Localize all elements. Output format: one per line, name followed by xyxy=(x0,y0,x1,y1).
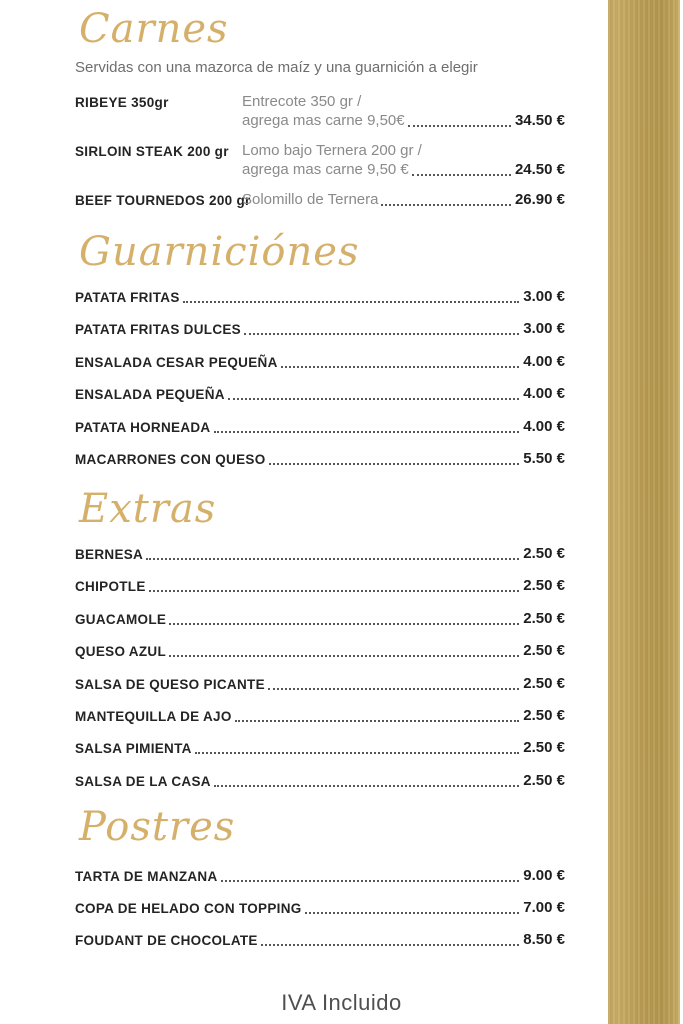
menu-item-row xyxy=(75,576,565,595)
menu-section xyxy=(75,804,565,950)
item-desc-line2: Solomillo de Ternera xyxy=(242,191,379,208)
item-price: 3.00 € xyxy=(523,288,565,305)
item-desc-line1: Entrecote 350 gr / xyxy=(242,93,362,110)
item-name: GUACAMOLE xyxy=(75,611,167,627)
item-desc-price-line xyxy=(242,190,565,209)
item-name: SALSA DE QUESO PICANTE xyxy=(75,676,265,692)
item-name: COPA DE HELADO CON TOPPING xyxy=(75,901,302,917)
item-description xyxy=(242,92,565,130)
item-name: SIRLOIN STEAK 200 gr xyxy=(75,144,229,159)
item-desc-line2: agrega mas carne 9,50€ xyxy=(242,112,405,129)
item-name: PATATA HORNEADA xyxy=(75,419,211,435)
item-desc-price-line xyxy=(242,160,565,179)
dotted-leader xyxy=(214,431,520,433)
menu-item-row xyxy=(75,609,565,628)
section-title: Carnes xyxy=(79,6,229,52)
dotted-leader xyxy=(228,398,519,400)
section-items xyxy=(75,866,565,950)
item-description xyxy=(242,190,565,209)
dotted-leader xyxy=(305,912,520,914)
dotted-leader xyxy=(269,463,520,465)
item-price: 2.50 € xyxy=(523,642,565,660)
item-price: 4.00 € xyxy=(523,385,565,403)
dotted-leader xyxy=(381,204,510,206)
menu-item-row xyxy=(75,384,565,403)
item-desc-line2: agrega mas carne 9,50 € xyxy=(242,161,409,178)
menu-item-row xyxy=(75,319,565,338)
section-items xyxy=(75,544,565,790)
menu-item-row xyxy=(75,352,565,371)
item-name: ENSALADA CESAR PEQUEÑA xyxy=(75,354,278,370)
item-desc-line1: Lomo bajo Ternera 200 gr / xyxy=(242,142,422,159)
section-subtitle: Servidas con una mazorca de maíz y una guarnición a elegir xyxy=(75,59,478,76)
dotted-leader xyxy=(195,752,520,754)
item-name: FOUDANT DE CHOCOLATE xyxy=(75,933,258,949)
item-price: 2.50 € xyxy=(523,739,565,757)
menu-item-row xyxy=(75,287,565,306)
section-title: Postres xyxy=(79,803,236,850)
menu-section xyxy=(75,6,565,209)
section-items xyxy=(75,92,565,209)
dotted-leader xyxy=(214,785,519,787)
item-price: 3.00 € xyxy=(523,320,565,338)
menu-item-row xyxy=(75,674,565,693)
dotted-leader xyxy=(169,623,519,625)
section-items xyxy=(75,287,565,468)
dotted-leader xyxy=(149,590,520,592)
item-description xyxy=(242,141,565,179)
dotted-leader xyxy=(235,720,520,722)
item-name: RIBEYE 350gr xyxy=(75,95,169,110)
section-title: Guarniciónes xyxy=(79,229,360,275)
menu-item-row xyxy=(75,706,565,725)
item-desc-price-line xyxy=(242,111,565,130)
item-name: BERNESA xyxy=(75,546,144,562)
dotted-leader xyxy=(408,125,511,127)
item-price: 2.50 € xyxy=(523,577,565,595)
item-price: 2.50 € xyxy=(523,674,565,692)
dotted-leader xyxy=(183,301,520,303)
item-price: 24.50 € xyxy=(514,161,565,178)
dotted-leader xyxy=(281,366,520,368)
item-price: 2.50 € xyxy=(523,771,565,789)
menu-section xyxy=(75,486,565,790)
item-price: 4.00 € xyxy=(523,352,565,370)
menu-section xyxy=(75,229,565,468)
dotted-leader xyxy=(221,880,520,882)
menu-item-row xyxy=(75,930,565,949)
dotted-leader xyxy=(261,944,520,946)
menu-item-row xyxy=(75,141,565,179)
dotted-leader xyxy=(244,333,519,335)
menu-item-row xyxy=(75,449,565,468)
item-name: QUESO AZUL xyxy=(75,644,167,660)
item-name: PATATA FRITAS xyxy=(75,290,180,305)
item-price: 4.00 € xyxy=(523,417,565,435)
menu-content xyxy=(75,6,565,949)
menu-item-row xyxy=(75,738,565,757)
menu-item-row xyxy=(75,190,565,209)
item-name: MANTEQUILLA DE AJO xyxy=(75,708,232,724)
dotted-leader xyxy=(412,174,511,176)
section-title: Extras xyxy=(79,485,217,532)
menu-item-row xyxy=(75,898,565,917)
footer-note: IVA Incluido xyxy=(281,990,402,1015)
item-price: 5.50 € xyxy=(523,449,565,467)
item-name: MACARRONES CON QUESO xyxy=(75,451,266,467)
item-price: 26.90 € xyxy=(514,191,565,208)
dotted-leader xyxy=(169,655,519,657)
item-price: 8.50 € xyxy=(523,931,565,949)
dotted-leader xyxy=(268,688,519,690)
dotted-leader xyxy=(146,558,519,560)
item-name: BEEF TOURNEDOS 200 gr xyxy=(75,193,251,208)
menu-item-row xyxy=(75,92,565,130)
item-name: PATATA FRITAS DULCES xyxy=(75,322,241,338)
menu-item-row xyxy=(75,544,565,563)
menu-item-row xyxy=(75,866,565,885)
item-price: 9.00 € xyxy=(523,866,565,884)
item-name: CHIPOTLE xyxy=(75,579,146,595)
item-price: 34.50 € xyxy=(514,112,565,129)
item-name: SALSA DE LA CASA xyxy=(75,773,211,789)
item-price: 7.00 € xyxy=(523,899,565,917)
item-name: SALSA PIMIENTA xyxy=(75,741,192,757)
item-price: 2.50 € xyxy=(523,609,565,627)
menu-item-row xyxy=(75,641,565,660)
gold-stripe-decoration xyxy=(608,0,680,1024)
item-price: 2.50 € xyxy=(523,706,565,724)
item-price: 2.50 € xyxy=(523,544,565,562)
menu-item-row xyxy=(75,771,565,790)
item-name: ENSALADA PEQUEÑA xyxy=(75,387,225,403)
menu-item-row xyxy=(75,417,565,436)
item-name: TARTA DE MANZANA xyxy=(75,868,218,884)
